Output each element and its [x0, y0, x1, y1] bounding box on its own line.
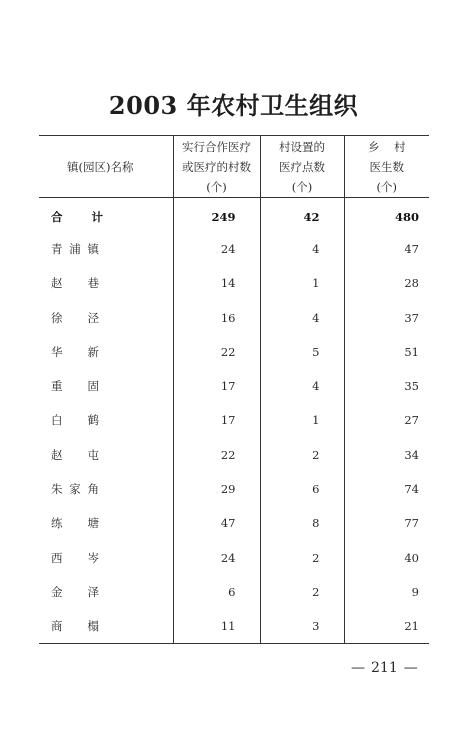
header-line: (个): [291, 179, 313, 194]
rural-health-table: [39, 135, 429, 644]
doctors-cell: 28: [344, 266, 429, 300]
page-dash-left: —: [351, 660, 365, 676]
coop-villages-cell: 6: [173, 575, 260, 609]
page-number: [345, 660, 424, 676]
coop-villages-cell: 22: [173, 438, 260, 472]
town-name: 练塘: [51, 516, 99, 531]
town-name-cell: [39, 232, 173, 266]
town-name-cell: [39, 472, 173, 506]
table-row: [39, 506, 429, 540]
header-rural-doctors: [344, 136, 429, 198]
town-name-cell: [39, 266, 173, 300]
town-name-cell: [39, 540, 173, 574]
page-title: 2003 年农村卫生组织: [108, 91, 359, 120]
header-line: 村设置的: [279, 139, 325, 154]
doctors-cell: 480: [344, 198, 429, 232]
medical-points-cell: 2: [260, 575, 344, 609]
coop-villages-cell: 24: [173, 232, 260, 266]
table-row: [39, 403, 429, 437]
town-name: 商榻: [51, 618, 99, 633]
header-line: 乡 村: [367, 139, 406, 154]
town-name-cell: [39, 438, 173, 472]
doctors-cell: 34: [344, 438, 429, 472]
table-row: [39, 438, 429, 472]
table-total-row: [39, 198, 429, 232]
doctors-cell: 47: [344, 232, 429, 266]
table-row: [39, 335, 429, 369]
header-line: 医生数: [369, 159, 404, 174]
town-name: 徐泾: [51, 310, 99, 325]
town-name-cell: [39, 198, 173, 232]
doctors-cell: 74: [344, 472, 429, 506]
medical-points-cell: 2: [260, 540, 344, 574]
town-name: 重固: [51, 379, 99, 394]
town-name: 赵屯: [51, 447, 99, 462]
table-row: [39, 472, 429, 506]
town-name: 华新: [51, 344, 99, 359]
coop-villages-cell: 24: [173, 540, 260, 574]
header-line: 镇(园区)名称: [67, 159, 134, 174]
page-number-value: 211: [371, 660, 398, 676]
doctors-cell: 77: [344, 506, 429, 540]
doctors-cell: 35: [344, 369, 429, 403]
doctors-cell: 27: [344, 403, 429, 437]
header-line: 实行合作医疗: [182, 139, 251, 154]
header-line: 医疗点数: [279, 159, 325, 174]
medical-points-cell: 3: [260, 609, 344, 643]
page-dash-right: —: [403, 660, 418, 676]
town-name-cell: [39, 506, 173, 540]
header-village-medical-points: [260, 136, 344, 198]
medical-points-cell: 4: [260, 300, 344, 334]
table-row: [39, 575, 429, 609]
town-name: 合计: [51, 209, 103, 224]
doctors-cell: 37: [344, 300, 429, 334]
medical-points-cell: 8: [260, 506, 344, 540]
town-name: 朱家角: [51, 482, 99, 497]
coop-villages-cell: 17: [173, 403, 260, 437]
doctors-cell: 40: [344, 540, 429, 574]
town-name-cell: [39, 335, 173, 369]
medical-points-cell: 4: [260, 232, 344, 266]
medical-points-cell: 2: [260, 438, 344, 472]
header-line: 或医疗的村数: [182, 159, 251, 174]
coop-villages-cell: 249: [173, 198, 260, 232]
table-row: [39, 232, 429, 266]
coop-villages-cell: 29: [173, 472, 260, 506]
table-body: [39, 198, 429, 644]
town-name-cell: [39, 609, 173, 643]
header-line: (个): [206, 179, 227, 194]
town-name: 金泽: [51, 584, 99, 599]
coop-villages-cell: 47: [173, 506, 260, 540]
town-name: 白鹤: [51, 413, 99, 428]
town-name: 青浦镇: [51, 241, 99, 256]
coop-villages-cell: 14: [173, 266, 260, 300]
doctors-cell: 9: [344, 575, 429, 609]
table-row: [39, 609, 429, 643]
town-name-cell: [39, 575, 173, 609]
medical-points-cell: 6: [260, 472, 344, 506]
coop-villages-cell: 22: [173, 335, 260, 369]
table-row: [39, 266, 429, 300]
medical-points-cell: 5: [260, 335, 344, 369]
doctors-cell: 21: [344, 609, 429, 643]
table-header-row: [39, 136, 429, 198]
coop-villages-cell: 16: [173, 300, 260, 334]
medical-points-cell: 1: [260, 403, 344, 437]
header-villages-coop-medical: [173, 136, 260, 198]
table-row: [39, 540, 429, 574]
table-row: [39, 300, 429, 334]
header-town-name: [39, 136, 173, 198]
doctors-cell: 51: [344, 335, 429, 369]
town-name-cell: [39, 300, 173, 334]
medical-points-cell: 1: [260, 266, 344, 300]
town-name-cell: [39, 369, 173, 403]
table-row: [39, 369, 429, 403]
medical-points-cell: 42: [260, 198, 344, 232]
medical-points-cell: 4: [260, 369, 344, 403]
coop-villages-cell: 17: [173, 369, 260, 403]
town-name: 赵巷: [51, 276, 99, 291]
town-name: 西岑: [51, 550, 99, 565]
town-name-cell: [39, 403, 173, 437]
coop-villages-cell: 11: [173, 609, 260, 643]
header-line: (个): [376, 179, 397, 194]
